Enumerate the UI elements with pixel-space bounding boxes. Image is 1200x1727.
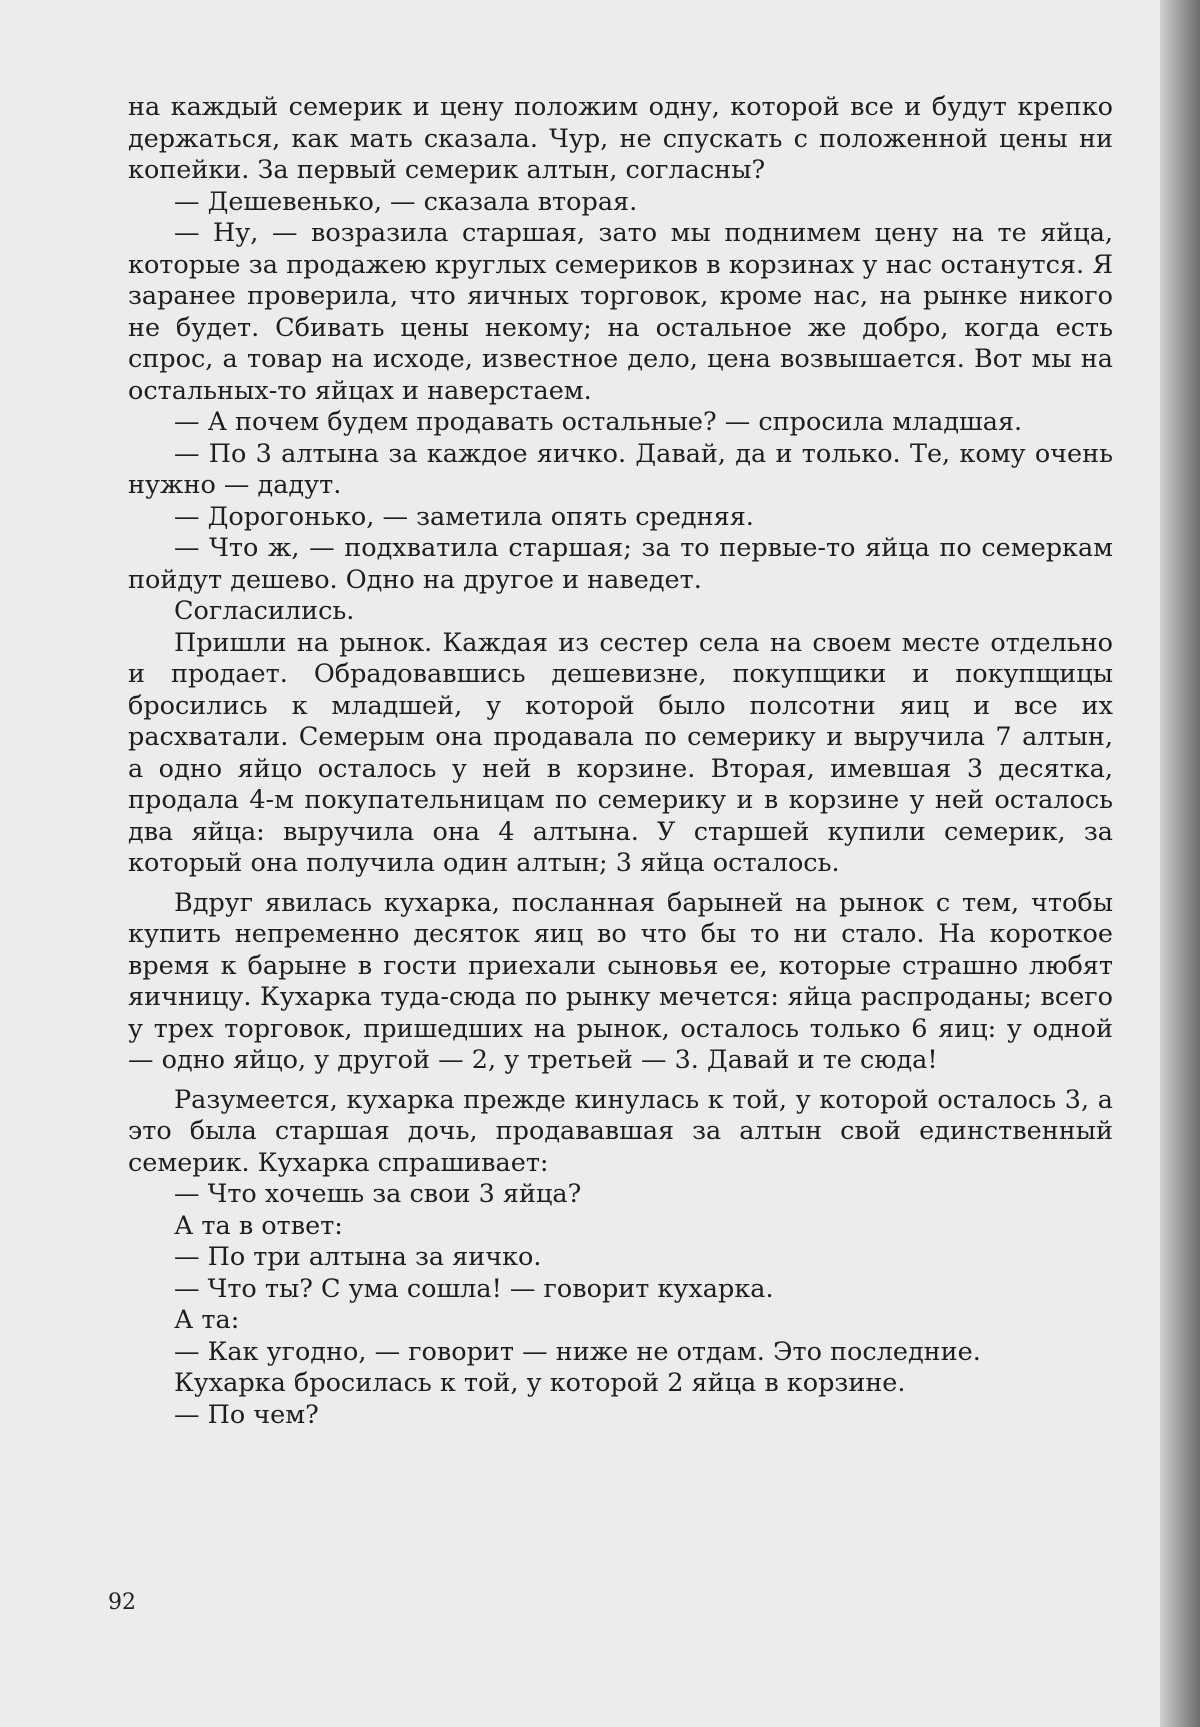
paragraph: — Что ж, — подхватила старшая; за то первые-то яйца по семеркам пойдут дешево. Одно на другое и наведет. (128, 533, 1113, 595)
paragraph: — Дешевенько, — сказала вторая. (174, 186, 638, 217)
page-edge-shadow (1160, 0, 1200, 1727)
paragraph: Пришли на рынок. Каждая из сестер села на своем месте отдельно и продает. Обрадовавшись дешевизне, покупщики и покупщицы бросились к младшей, у которой было полсотни яиц и все их расхватали. Семерым она продавала по семерику и выручила 7 алтын, а одно яйцо осталось у ней в корзине. Вторая, имевшая 3 десятка, продала 4-м покупательницам по семерику и в корзине у ней осталось два яйца: выручила она 4 алтына. У старшей купили семерик, за который она получила один алтын; 3 яйца осталось. (128, 627, 1113, 878)
page-number: 92 (108, 1590, 136, 1615)
paragraph: — По 3 алтына за каждое яичко. Давай, да и только. Те, кому очень нужно — дадут. (128, 438, 1113, 500)
paragraph: на каждый семерик и цену положим одну, которой все и будут крепко держаться, как мать сказала. Чур, не спускать с положенной цены ни копейки. За первый семерик алтын, согласны? (128, 92, 1113, 185)
paragraph: — Дорогонько, — заметила опять средняя. (174, 501, 754, 532)
paragraph: — Как угодно, — говорит — ниже не отдам. Это последние. (174, 1336, 981, 1367)
page-text (128, 92, 1113, 1431)
paragraph: — По чем? (174, 1399, 319, 1430)
paragraph: — Ну, — возразила старшая, зато мы поднимем цену на те яйца, которые за продажею круглых семериков в корзинах у нас останутся. Я заранее проверила, что яичных торговок, кроме нас, на рынке никого не будет. Сбивать цены некому; на остальное же добро, когда есть спрос, а товар на исходе, известное дело, цена возвышается. Вот мы на остальных-то яйцах и наверстаем. (128, 218, 1113, 406)
paragraph: — Что ты? С ума сошла! — говорит кухарка. (174, 1273, 774, 1304)
paragraph: А та в ответ: (174, 1210, 343, 1241)
paragraph: Разумеется, кухарка прежде кинулась к той, у которой осталось 3, а это была старшая дочь, продававшая за алтын свой единственный семерик. Кухарка спрашивает: (128, 1084, 1113, 1178)
paragraph: — По три алтына за яичко. (174, 1242, 542, 1272)
paragraph: — Что хочешь за свои 3 яйца? (174, 1179, 582, 1209)
paragraph: — А почем будем продавать остальные? — спросила младшая. (174, 407, 1023, 437)
paragraph: Вдруг явилась кухарка, посланная барыней на рынок с тем, чтобы купить непременно десяток яиц во что бы то ни стало. На короткое время к барыне в гости приехали сыновья ее, которые страшно любят яичницу. Кухарка туда-сюда по рынку мечется: яйца распроданы; всего у трех торговок, пришедших на рынок, осталось только 6 яиц: у одной — одно яйцо, у другой — 2, у третьей — 3. Давай и те сюда! (128, 887, 1113, 1075)
paragraph: Согласились. (174, 596, 355, 626)
paragraph: А та: (174, 1305, 240, 1335)
paragraph: Кухарка бросилась к той, у которой 2 яйца в корзине. (174, 1368, 906, 1398)
